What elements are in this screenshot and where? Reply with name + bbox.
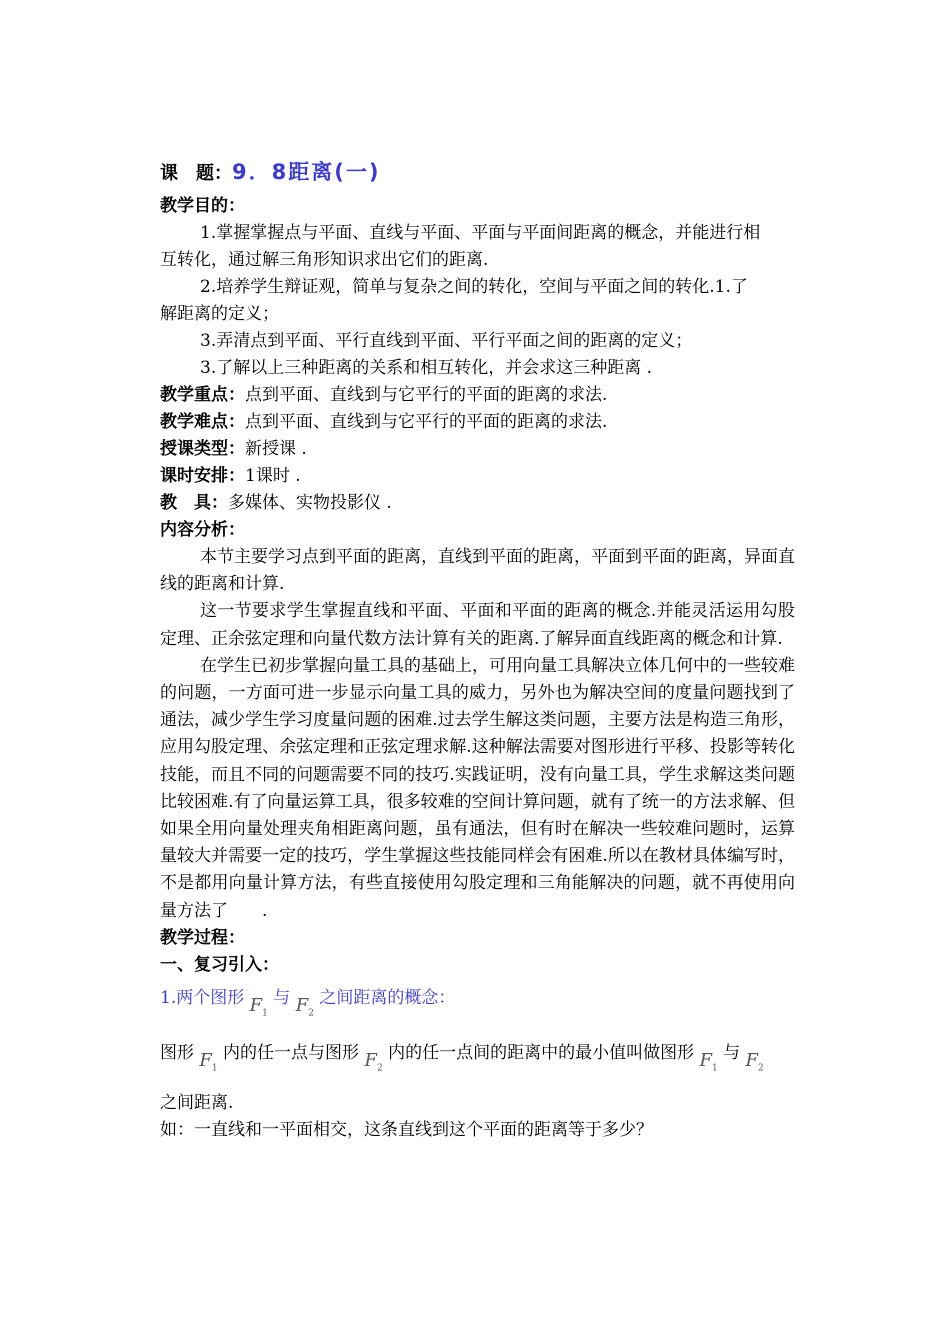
review-section-heading: 一、复习引入： <box>160 954 279 975</box>
schedule-label: 课时安排： <box>160 466 245 486</box>
tools-row <box>160 490 795 517</box>
concept-text-c: 之间距离的概念： <box>319 987 456 1008</box>
tools-label: 教 具： <box>160 493 228 513</box>
analysis-paragraph-2: 这一节要求学生掌握直线和平面、平面和平面的距离的概念.并能灵活运用勾股定理、正余弦定理和向量代数方法计算有关的距离.了解异面直线距离的概念和计算. <box>160 601 795 649</box>
definition-text-b: 内的任一点与图形 <box>223 1043 360 1064</box>
definition-text-c: 内的任一点间的距离中的最小值叫做图形 <box>388 1043 695 1064</box>
distance-concept-heading <box>160 979 795 1025</box>
difficulty-text: 点到平面、直线到与它平行的平面的距离的求法. <box>245 412 608 432</box>
objective-1-line-2: 互转化，通过解三角形知识求出它们的距离. <box>160 250 489 270</box>
objective-3: 3.弄清点到平面、平行直线到平面、平行平面之间的距离的定义； <box>200 331 693 351</box>
lesson-title-row <box>160 155 795 191</box>
schedule-text: 1课时 . <box>245 466 301 486</box>
objective-1-line-1: 1.掌握掌握点与平面、直线与平面、平面与平面间距离的概念，并能进行相 <box>200 223 761 243</box>
objectives-heading: 教学目的： <box>160 196 245 216</box>
title-label: 课 题： <box>160 163 232 184</box>
lesson-type-row <box>160 436 795 463</box>
lesson-type-label: 授课类型： <box>160 439 245 459</box>
key-point-text: 点到平面、直线到与它平行的平面的距离的求法. <box>245 385 608 405</box>
distance-definition <box>160 1034 795 1080</box>
lesson-plan <box>160 155 795 1144</box>
analysis-paragraph-1: 本节主要学习点到平面的距离，直线到平面的距离，平面到平面的距离，异面直线的距离和计算. <box>160 547 795 595</box>
definition-text-d: 与 <box>723 1043 741 1064</box>
f2-symbol: $F_2$ <box>364 1050 383 1075</box>
f2-symbol: $F_2$ <box>745 1050 764 1075</box>
lesson-title: 9．8距离(一) <box>232 160 381 184</box>
key-point-label: 教学重点： <box>160 385 245 405</box>
f1-symbol: $F_1$ <box>249 994 268 1019</box>
analysis-heading: 内容分析： <box>160 520 245 540</box>
key-point-row <box>160 382 795 409</box>
objective-2-line-1: 2.培养学生辩证观，简单与复杂之间的转化，空间与平面之间的转化.1.了 <box>200 277 748 297</box>
objective-4: 3.了解以上三种距离的关系和相互转化，并会求这三种距离 . <box>200 358 653 378</box>
objective-2-line-2: 解距离的定义； <box>160 304 279 324</box>
f1-symbol: $F_1$ <box>199 1050 218 1075</box>
difficulty-label: 教学难点： <box>160 412 245 432</box>
definition-text-e: 之间距离. <box>160 1093 234 1114</box>
concept-text-b: 与 <box>273 987 291 1008</box>
analysis-paragraph-3: 在学生已初步掌握向量工具的基础上，可用向量工具解决立体几何中的一些较难的问题，一方面可进一步显示向量工具的威力，另外也为解决空间的度量问题找到了通法，减少学生学习度量问题的困难.过去学生解这类问题，主要方法是构造三角形，应用勾股定理、余弦定理和正弦定理求解.这种解法需要对图形进行平移、投影等转化技能，而且不同的问题需要不同的技巧.实践证明，没有向量工具，学生求解这类问题比较困难.有了向量运算工具，很多较难的空间计算问题，就有了统一的方法求解、但如果全用向量处理夹角相距离问题，虽有通法，但有时在解决一些较难问题时，运算量较大并需要一定的技巧，学生掌握这些技能同样会有困难.所以在教材具体编写时，不是都用向量计算方法，有些直接使用勾股定理和三角能解决的问题，就不再使用向量方法了 . <box>160 655 795 921</box>
lesson-type-text: 新授课 . <box>245 439 307 459</box>
definition-text-a: 图形 <box>160 1043 194 1064</box>
process-heading: 教学过程： <box>160 927 245 948</box>
concept-text-a: 1.两个图形 <box>160 987 245 1008</box>
f2-symbol: $F_2$ <box>295 994 314 1019</box>
difficulty-row <box>160 409 795 436</box>
f1-symbol: $F_1$ <box>699 1050 718 1075</box>
tools-text: 多媒体、实物投影仪 . <box>228 493 392 513</box>
analysis-body <box>160 544 795 925</box>
schedule-row <box>160 463 795 490</box>
example-question: 如：一直线和一平面相交，这条直线到这个平面的距离等于多少？ <box>160 1120 653 1141</box>
